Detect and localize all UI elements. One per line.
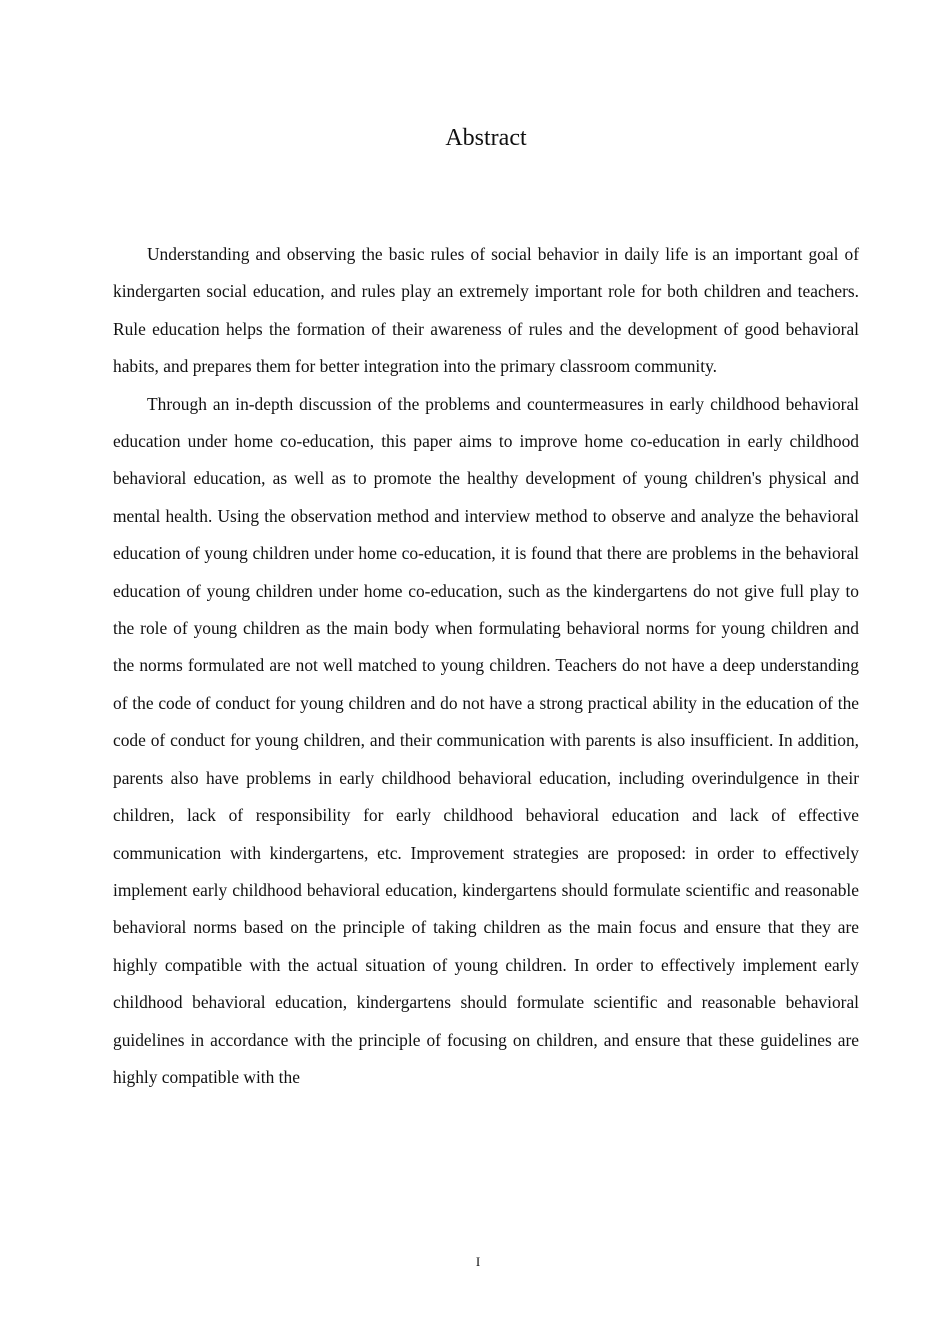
page-number: I bbox=[475, 1254, 481, 1269]
abstract-paragraph-2: Through an in-depth discussion of the problems and countermeasures in early childhood behavioral education under home co-education, this paper aims to improve home co-education in early childhood behavioral education, as well as to promote the healthy development of young children's physical and mental health. Using the observation method and interview method to observe and analyze the behavioral education of young children under home co-education, it is found that there are problems in the behavioral education of young children under home co-education, such as the kindergartens do not give full play to the role of young children as the main body when formulating behavioral norms for young children and the norms formulated are not well matched to young children. Teachers do not have a deep understanding of the code of conduct for young children and do not have a strong practical ability in the education of the code of conduct for young children, and their communication with parents is also insufficient. In addition, parents also have problems in early childhood behavioral education, including overindulgence in their children, lack of responsibility for early childhood behavioral education and lack of effective communication with kindergartens, etc. Improvement strategies are proposed: in order to effectively implement early childhood behavioral education, kindergartens should formulate scientific and reasonable behavioral norms based on the principle of taking children as the main focus and ensure that they are highly compatible with the actual situation of young children. In order to effectively implement early childhood behavioral education, kindergartens should formulate scientific and reasonable behavioral guidelines in accordance with the principle of focusing on children, and ensure that these guidelines are highly compatible with the bbox=[113, 393, 859, 1087]
abstract-body bbox=[113, 236, 859, 1096]
abstract-paragraph-1: Understanding and observing the basic rules of social behavior in daily life is an important goal of kindergarten social education, and rules play an extremely important role for both children and teachers. Rule education helps the formation of their awareness of rules and the development of good behavioral habits, and prepares them for better integration into the primary classroom community. bbox=[113, 244, 859, 377]
abstract-title: Abstract bbox=[445, 125, 527, 151]
